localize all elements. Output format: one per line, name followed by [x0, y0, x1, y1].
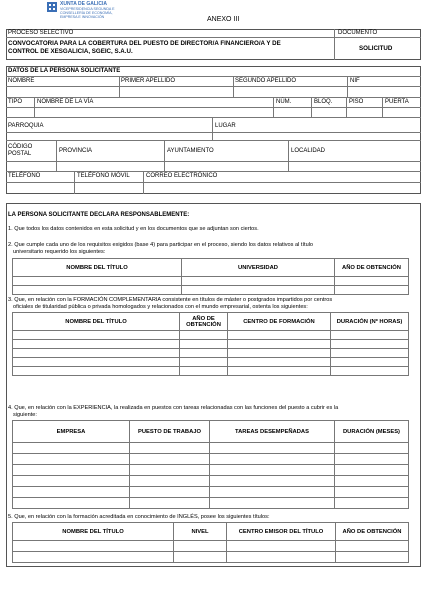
- table-cell[interactable]: [331, 358, 409, 367]
- table-cell[interactable]: [335, 454, 409, 465]
- table-cell[interactable]: [210, 487, 335, 498]
- th-empresa: EMPRESA: [13, 421, 130, 443]
- table-cell[interactable]: [130, 465, 210, 476]
- logo-line-4: EMPRESA E INNOVACIÓN: [60, 15, 105, 19]
- table-cell[interactable]: [335, 476, 409, 487]
- table-cell[interactable]: [13, 498, 130, 509]
- th-nombre-titulo: NOMBRE DEL TÍTULO: [13, 313, 180, 331]
- logo-line-1: XUNTA DE GALICIA: [60, 1, 107, 7]
- nif-label: NIF: [350, 78, 360, 84]
- table-cell[interactable]: [336, 552, 409, 563]
- convocatoria-line-2: CONTROL DE XESGALICIA, SGEIC, S.A.U.: [8, 48, 133, 55]
- segundo-apellido-label: SEGUNDO APELLIDO: [235, 78, 297, 84]
- declara-item-2-line-2: universitario requerido los siguientes:: [13, 249, 106, 255]
- ingles-table: [12, 522, 409, 563]
- tipo-label: TIPO: [8, 99, 23, 105]
- table-cell[interactable]: [182, 286, 335, 295]
- bloq-label: BLOQ.: [314, 99, 333, 105]
- table-cell[interactable]: [13, 367, 180, 376]
- table-cell[interactable]: [13, 476, 130, 487]
- declara-item-5: 5. Que, en relación con la formación acreditada en conocimiento de INGLÉS, posee los siguientes títulos:: [8, 514, 270, 520]
- th-centro-emisor: CENTRO EMISOR DEL TÍTULO: [227, 523, 336, 541]
- table-cell[interactable]: [228, 331, 331, 340]
- table-cell[interactable]: [13, 331, 180, 340]
- declara-item-1: 1. Que todos los datos contenidos en esta solicitud y en los documentos que se adjuntan son ciertos.: [8, 226, 259, 232]
- proceso-label: PROCESO SELECTIVO: [8, 30, 74, 36]
- th-ano-obtencion: AÑO DE OBTENCIÓN: [336, 523, 409, 541]
- table-cell[interactable]: [13, 487, 130, 498]
- table-cell[interactable]: [180, 340, 228, 349]
- declara-item-4-line-1: 4. Que, en relación con la EXPERIENCIA, la realizada en puestos con tareas relacionadas con las funciones del puesto a cubrir es la: [8, 405, 339, 411]
- table-cell[interactable]: [13, 277, 182, 286]
- table-cell[interactable]: [130, 476, 210, 487]
- table-cell[interactable]: [174, 552, 227, 563]
- declara-item-2-line-1: 2. Que cumple cada uno de los requisitos exigidos (base 4) para participar en el proceso, siendo los datos relativos al título: [8, 242, 314, 248]
- table-cell[interactable]: [335, 487, 409, 498]
- annex-title: ANEXO III: [207, 16, 240, 23]
- convocatoria-line-1: CONVOCATORIA PARA LA COBERTURA DEL PUESTO DE DIRECTOR/A FINANCIERO/A Y DE: [8, 40, 281, 47]
- table-cell[interactable]: [336, 541, 409, 552]
- th-tareas-desempenadas: TAREAS DESEMPEÑADAS: [210, 421, 335, 443]
- declara-item-4-line-2: siguiente:: [13, 412, 37, 418]
- num-label: NÚM.: [276, 99, 292, 105]
- table-cell[interactable]: [130, 487, 210, 498]
- table-cell[interactable]: [180, 358, 228, 367]
- table-cell[interactable]: [335, 498, 409, 509]
- table-cell[interactable]: [130, 498, 210, 509]
- table-cell[interactable]: [331, 340, 409, 349]
- table-cell[interactable]: [210, 465, 335, 476]
- table-cell[interactable]: [210, 454, 335, 465]
- table-cell[interactable]: [228, 349, 331, 358]
- telefono-movil-label: TELÉFONO MÓVIL: [77, 173, 130, 179]
- table-cell[interactable]: [210, 443, 335, 454]
- logo-line-3: CONSELLERÍA DE ECONOMÍA,: [60, 11, 113, 15]
- declara-item-3-line-2: oficiales de titularidad pública o privada homologados y relacionados con el mundo empresarial, ostenta los siguientes:: [13, 304, 308, 310]
- ayuntamiento-label: AYUNTAMIENTO: [167, 148, 214, 154]
- localidad-label: LOCALIDAD: [291, 148, 326, 154]
- table-cell[interactable]: [335, 443, 409, 454]
- table-cell[interactable]: [335, 286, 409, 295]
- datos-section-title: DATOS DE LA PERSONA SOLICITANTE: [8, 68, 121, 74]
- puerta-label: PUERTA: [385, 99, 409, 105]
- table-cell[interactable]: [227, 541, 336, 552]
- th-nombre-titulo: NOMBRE DEL TÍTULO: [13, 523, 174, 541]
- th-centro-formacion: CENTRO DE FORMACIÓN: [228, 313, 331, 331]
- table-cell[interactable]: [13, 443, 130, 454]
- th-ano-obtencion: AÑO DE OBTENCIÓN: [335, 259, 409, 277]
- correo-label: CORREO ELECTRÓNICO: [146, 173, 218, 179]
- table-cell[interactable]: [210, 476, 335, 487]
- table-cell[interactable]: [130, 454, 210, 465]
- parroquia-label: PARROQUIA: [8, 123, 44, 129]
- table-cell[interactable]: [331, 367, 409, 376]
- table-cell[interactable]: [180, 349, 228, 358]
- table-cell[interactable]: [13, 465, 130, 476]
- table-cell[interactable]: [182, 277, 335, 286]
- table-cell[interactable]: [13, 340, 180, 349]
- provincia-label: PROVINCIA: [59, 148, 93, 154]
- th-ano-obtencion: AÑO DE OBTENCIÓN: [180, 313, 228, 331]
- logo-line-2: VICEPRESIDENCIA SEGUNDA E: [60, 7, 115, 11]
- postal-label: POSTAL: [8, 151, 32, 157]
- table-cell[interactable]: [228, 358, 331, 367]
- table-cell[interactable]: [210, 498, 335, 509]
- codigo-label: CÓDIGO: [8, 144, 33, 150]
- table-cell[interactable]: [13, 358, 180, 367]
- table-cell[interactable]: [180, 367, 228, 376]
- declara-title: LA PERSONA SOLICITANTE DECLARA RESPONSABLEMENTE:: [8, 212, 190, 218]
- th-duracion-horas: DURACIÓN (Nº HORAS): [331, 313, 409, 331]
- xunta-logo-icon: [47, 2, 57, 12]
- table-cell[interactable]: [13, 552, 174, 563]
- declara-item-3-line-1: 3. Que, en relación con la FORMACIÓN COMPLEMENTARIA consistente en títulos de máster o postgrados impartidos por centros: [8, 297, 333, 303]
- table-cell[interactable]: [174, 541, 227, 552]
- lugar-label: LUGAR: [215, 123, 236, 129]
- table-cell[interactable]: [13, 349, 180, 358]
- table-cell[interactable]: [13, 541, 174, 552]
- th-nombre-titulo: NOMBRE DEL TÍTULO: [13, 259, 182, 277]
- table-cell[interactable]: [228, 340, 331, 349]
- documento-label: DOCUMENTO: [338, 30, 378, 36]
- formacion-complementaria-table: [12, 312, 409, 376]
- experiencia-table: [12, 420, 409, 509]
- table-cell[interactable]: [13, 454, 130, 465]
- titulo-universitario-table: [12, 258, 409, 295]
- table-cell[interactable]: [228, 367, 331, 376]
- th-nivel: NIVEL: [174, 523, 227, 541]
- table-cell[interactable]: [227, 552, 336, 563]
- table-cell[interactable]: [331, 349, 409, 358]
- nombre-via-label: NOMBRE DE LA VÍA: [37, 99, 94, 105]
- table-cell[interactable]: [130, 443, 210, 454]
- table-cell[interactable]: [13, 286, 182, 295]
- solicitud-value: SOLICITUD: [359, 45, 393, 52]
- telefono-label: TELÉFONO: [8, 173, 41, 179]
- th-universidad: UNIVERSIDAD: [182, 259, 335, 277]
- nombre-label: NOMBRE: [8, 78, 35, 84]
- table-cell[interactable]: [331, 331, 409, 340]
- table-cell[interactable]: [335, 465, 409, 476]
- table-cell[interactable]: [180, 331, 228, 340]
- th-duracion-meses: DURACIÓN (MESES): [335, 421, 409, 443]
- th-puesto-trabajo: PUESTO DE TRABAJO: [130, 421, 210, 443]
- table-cell[interactable]: [335, 277, 409, 286]
- piso-label: PISO: [349, 99, 364, 105]
- primer-apellido-label: PRIMER APELLIDO: [121, 78, 176, 84]
